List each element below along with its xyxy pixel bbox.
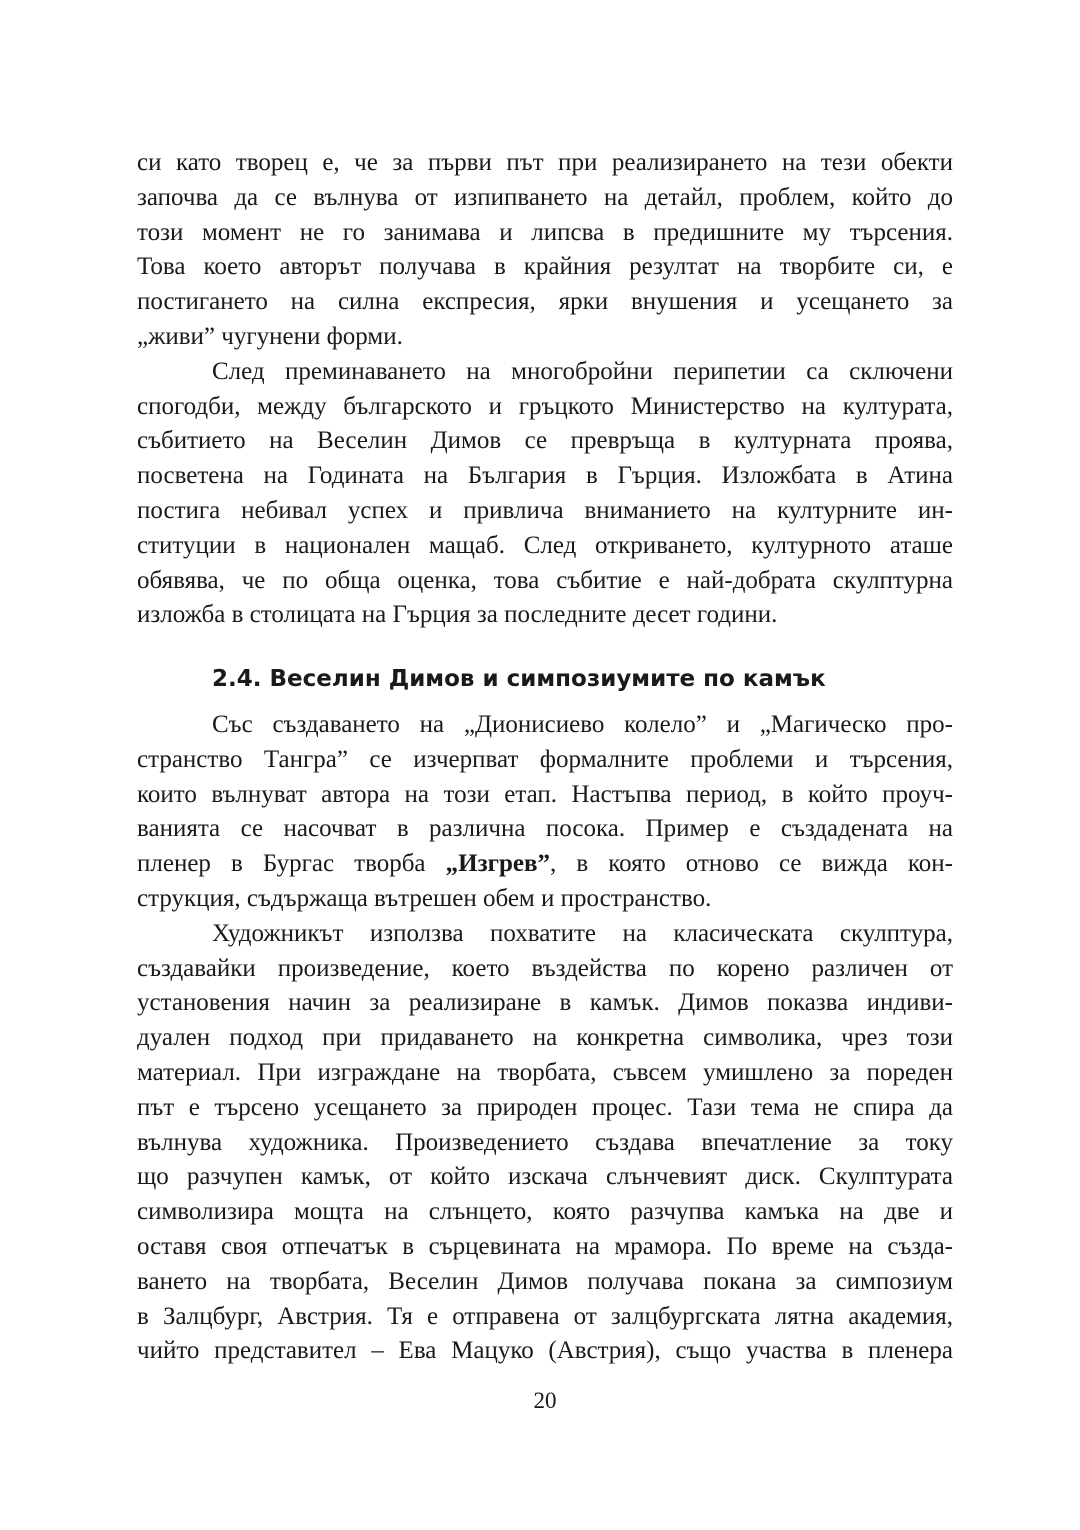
text-line: установения начин за реализиране в камък. Димов показва индиви- [137, 989, 953, 1017]
text-line: спогодби, между българското и гръцкото Министерство на културата, [137, 392, 953, 420]
text-line: път е търсено усещането за природен процес. Тази тема не спира да [137, 1093, 953, 1121]
text-line: чийто представител – Ева Мацуко (Австрия), също участва в пленера [137, 1337, 953, 1365]
artwork-title: „Изгрев” [445, 850, 550, 878]
text-line: струкция, съдържаща вътрешен обем и пространство. [137, 884, 712, 912]
text-line: ванията се насочват в различна посока. Пример е създадената на [137, 815, 953, 843]
text-line: си като творец е, че за първи път при реализирането на тези обекти [137, 149, 953, 176]
paragraph [137, 146, 953, 355]
text-line: посветена на Годината на България в Гърция. Изложбата в Атина [137, 462, 953, 490]
text-run: , в която отново се вижда кон- [549, 850, 953, 878]
section-heading: 2.4. Веселин Димов и симпозиумите по камък [212, 666, 826, 692]
text-line: Това което авторът получава в крайния резултат на творбите си, е [137, 253, 953, 281]
text-line: ването на творбата, Веселин Димов получава покана за симпозиум [137, 1267, 953, 1295]
text-line: вълнува художника. Произведението създава впечатление за току [137, 1128, 953, 1156]
text-line: Със създаването на „Дионисиево колело” и „Магическо про- [212, 711, 953, 738]
text-line [137, 847, 953, 882]
text-line: дуален подход при придаването на конкретна символика, чрез този [137, 1024, 953, 1052]
text-line: събитието на Веселин Димов се превръща в културната проява, [137, 427, 953, 455]
text-line: създавайки произведение, което въздейства по корено различен от [137, 954, 953, 982]
text-line: ституции в национален мащаб. След откриването, културното аташе [137, 531, 953, 559]
body-text-after-heading [137, 708, 953, 1369]
text-line: оставя своя отпечатък в сърцевината на мрамора. По време на създа- [137, 1232, 953, 1260]
text-line: изложба в столицата на Гърция за последните десет години. [137, 601, 778, 629]
paragraph [137, 708, 953, 917]
paragraph [137, 355, 953, 633]
text-line: Художникът използва похватите на класическата скулптура, [212, 919, 953, 947]
body-text-before-heading [137, 146, 953, 633]
text-line: обявява, че по обща оценка, това събитие е най-добрата скулптурна [137, 566, 953, 594]
text-line: материал. При изграждане на творбата, съвсем умишлено за пореден [137, 1058, 953, 1086]
text-line: символизира мощта на слънцето, която разчупва камъка на две и [137, 1198, 953, 1226]
text-line: „живи” чугунени форми. [137, 322, 403, 350]
text-run: пленер в Бургас творба [137, 850, 446, 878]
document-page [137, 0, 953, 1530]
paragraph [137, 917, 953, 1369]
text-line: започва да се вълнува от изпипването на детайл, проблем, който до [137, 183, 953, 211]
text-line: странство Тангра” се изчерпват формалните проблеми и търсения, [137, 745, 953, 773]
text-line: що разчупен камък, от който изскача слънчевият диск. Скулптурата [137, 1163, 953, 1191]
page-number: 20 [533, 1388, 557, 1413]
text-line: този момент не го занимава и липсва в предишните му търсения. [137, 218, 953, 246]
text-line: постигането на силна експресия, ярки внушения и усещането за [137, 288, 953, 316]
text-line: постига небивал успех и привлича вниманието на културните ин- [137, 496, 953, 524]
text-line: в Залцбург, Австрия. Тя е отправена от залцбургската лятна академия, [137, 1302, 953, 1330]
text-line: След преминаването на многобройни перипетии са сключени [212, 357, 953, 385]
text-line: които вълнуват автора на този етап. Настъпва период, в който проуч- [137, 780, 953, 808]
